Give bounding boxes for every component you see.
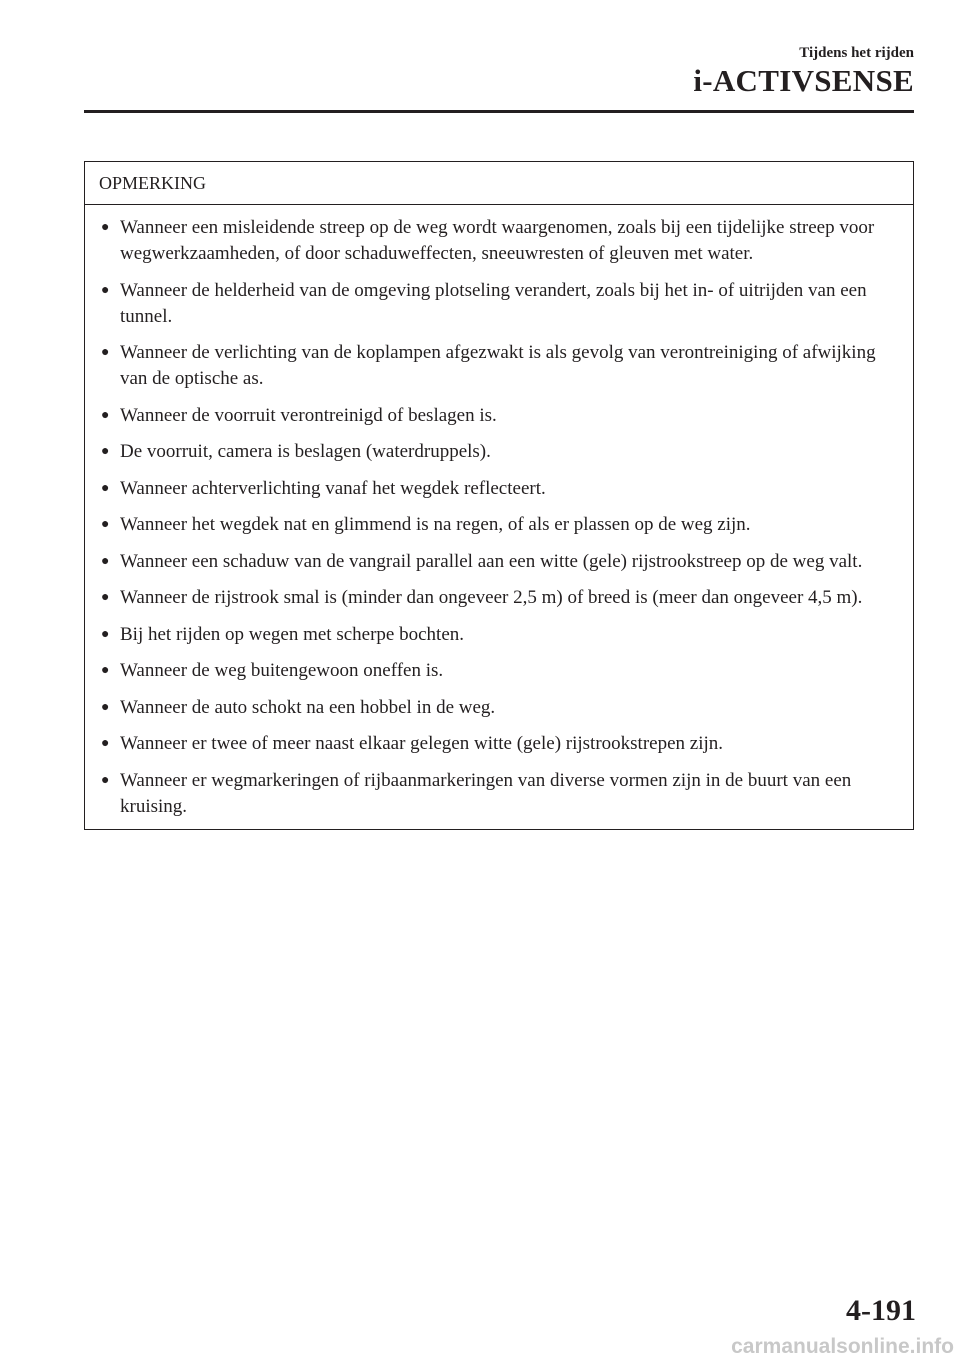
note-item (101, 695, 897, 721)
note-item (101, 731, 897, 757)
bullet-icon: ● (101, 699, 110, 715)
note-item (101, 585, 897, 611)
note-item-text: Wanneer er twee of meer naast elkaar gelegen witte (gele) rijstrookstrepen zijn. (120, 733, 724, 754)
note-item-text: Wanneer het wegdek nat en glimmend is na regen, of als er plassen op de weg zijn. (120, 514, 751, 535)
watermark: carmanualsonline.info (731, 1335, 954, 1358)
note-list (85, 205, 913, 829)
bullet-icon: ● (101, 736, 110, 751)
note-item-text: De voorruit, camera is beslagen (waterdruppels). (120, 441, 491, 462)
page-number: 4-191 (846, 1294, 916, 1327)
bullet-icon: ● (101, 444, 110, 459)
bullet-icon: ● (101, 282, 110, 298)
bullet-icon: ● (101, 220, 110, 235)
note-item-text: Wanneer de helderheid van de omgeving plotseling verandert, zoals bij het in- of uitrijden van een tunnel. (120, 279, 867, 327)
note-item-text: Wanneer de voorruit verontreinigd of beslagen is. (120, 404, 497, 426)
note-item-text: Wanneer de verlichting van de koplampen afgezwakt is als gevolg van verontreiniging of afwijking van de optische as. (120, 342, 876, 389)
bullet-icon: ● (101, 553, 110, 569)
note-item (101, 622, 897, 648)
note-item (101, 278, 897, 330)
note-title: OPMERKING (85, 162, 913, 205)
note-item-text: Wanneer een schaduw van de vangrail parallel aan een witte (gele) rijstrookstreep op de weg valt. (120, 550, 863, 572)
note-item-text: Wanneer de auto schokt na een hobbel in de weg. (120, 696, 496, 718)
note-item (101, 403, 897, 429)
bullet-icon: ● (101, 772, 110, 788)
note-item-text: Wanneer de rijstrook smal is (minder dan ongeveer 2,5 m) of breed is (meer dan ongeveer 4,5 m). (120, 587, 863, 608)
note-item-text: Wanneer de weg buitengewoon oneffen is. (120, 660, 444, 681)
note-item-text: Wanneer achterverlichting vanaf het wegdek reflecteert. (120, 477, 546, 499)
note-item (101, 215, 897, 267)
note-item (101, 476, 897, 502)
bullet-icon: ● (101, 590, 110, 605)
running-head (693, 44, 914, 98)
note-item (101, 512, 897, 538)
bullet-icon: ● (101, 626, 110, 642)
section-label: Tijdens het rijden (799, 45, 914, 61)
note-item (101, 768, 897, 820)
section-title: i-ACTIVSENSE (693, 63, 914, 98)
note-item (101, 549, 897, 575)
bullet-icon: ● (101, 480, 110, 496)
note-item (101, 340, 897, 392)
note-item-text: Wanneer een misleidende streep op de weg wordt waargenomen, zoals bij een tijdelijke streep voor wegwerkzaamheden, of door schaduweffecten, sneeuwresten of gleuven met water. (120, 217, 875, 264)
header-rule (84, 110, 914, 113)
note-box (84, 161, 914, 830)
note-item-text: Bij het rijden op wegen met scherpe bochten. (120, 623, 465, 645)
note-item-text: Wanneer er wegmarkeringen of rijbaanmarkeringen van diverse vormen zijn in de buurt van een kruising. (120, 769, 852, 817)
bullet-icon: ● (101, 345, 110, 360)
bullet-icon: ● (101, 407, 110, 423)
note-item (101, 658, 897, 684)
bullet-icon: ● (101, 663, 110, 678)
note-item (101, 439, 897, 465)
bullet-icon: ● (101, 517, 110, 532)
